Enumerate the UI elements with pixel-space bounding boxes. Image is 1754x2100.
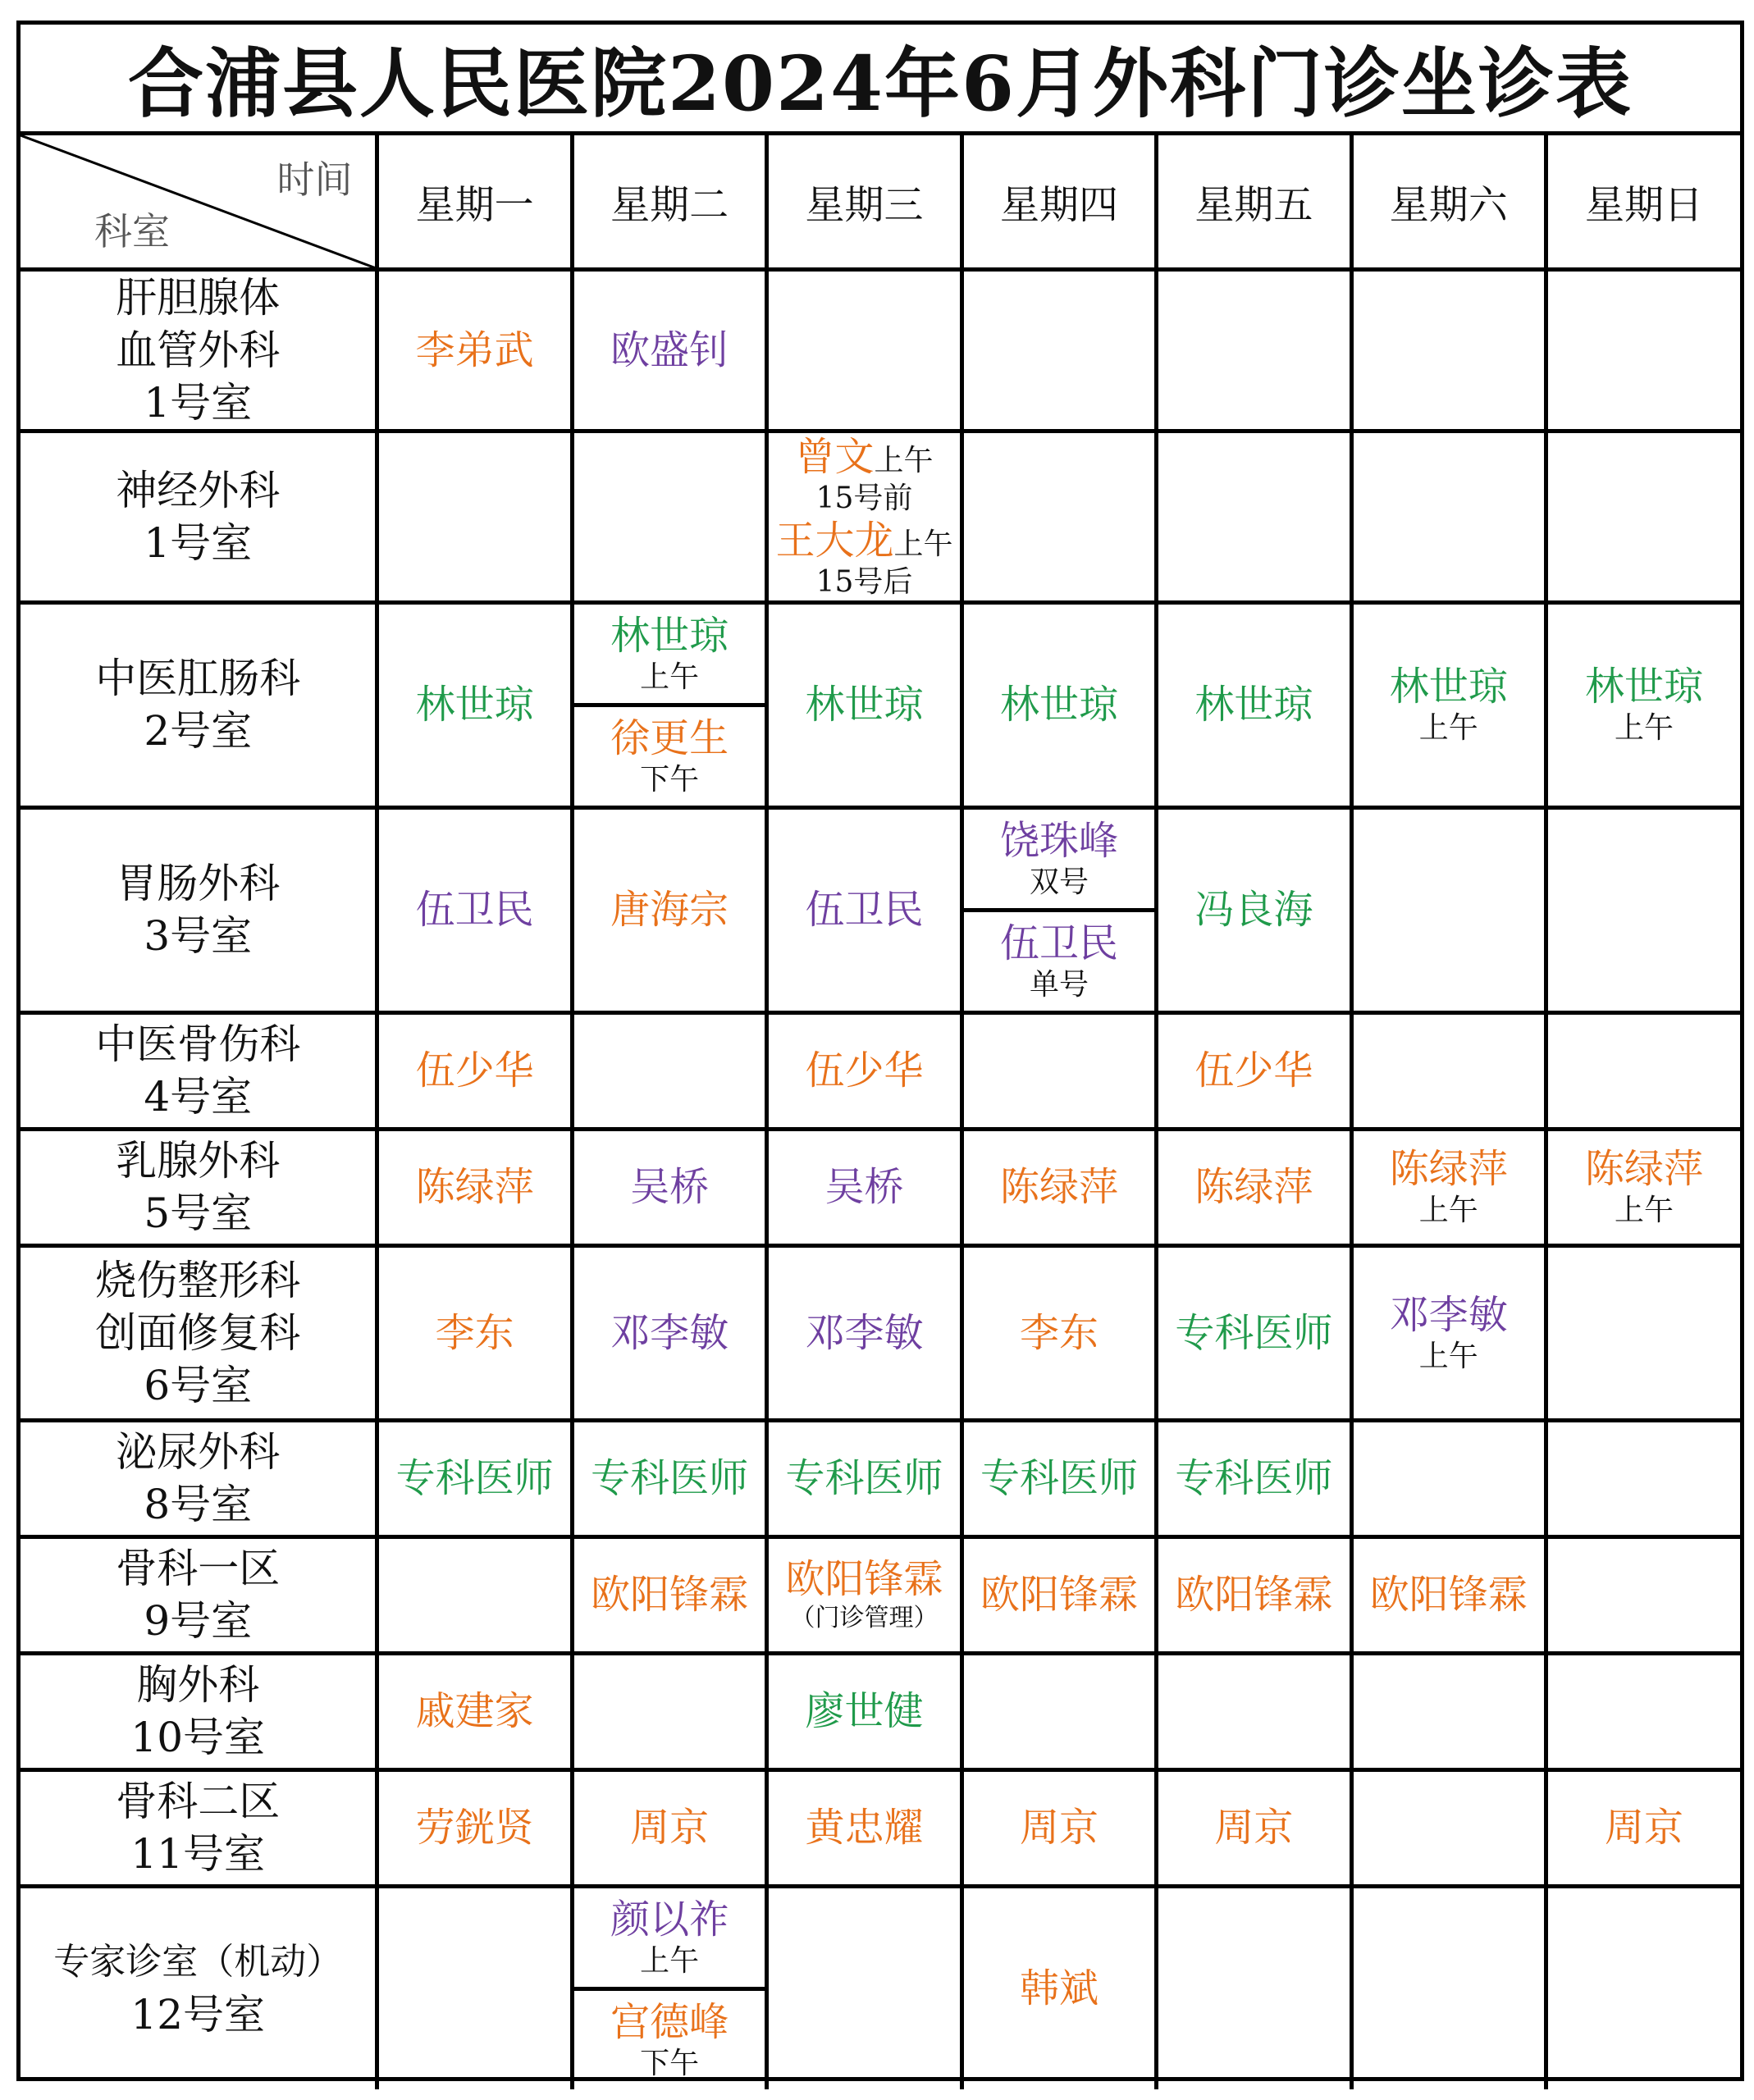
schedule-cell [767, 1129, 962, 1245]
doctor-name: 林世琼 [805, 682, 924, 728]
schedule-cell [1157, 602, 1351, 807]
day-header: 星期三 [767, 135, 962, 269]
doctor-name: 伍卫民 [805, 887, 924, 933]
doctor-name: 周京 [630, 1805, 710, 1851]
schedule-cell [767, 1420, 962, 1536]
dept-cell [21, 1769, 377, 1886]
schedule-cell [1546, 1012, 1740, 1129]
doctor-name: 欧阳锋霖 [1369, 1572, 1528, 1618]
doctor-name: 王大龙 [775, 517, 894, 564]
dept-cell [21, 807, 377, 1012]
session-note: 上午 [1418, 1194, 1478, 1227]
table-row [21, 269, 1740, 431]
schedule-cell [572, 1536, 766, 1653]
schedule-cell [377, 1420, 572, 1536]
schedule-cell [572, 807, 766, 1012]
table-row [21, 1536, 1740, 1653]
schedule-cell [377, 1653, 572, 1769]
schedule-cell [572, 1653, 766, 1769]
schedule-cell [377, 1129, 572, 1245]
schedule-cell [1351, 1536, 1546, 1653]
doctor-name: 林世琼 [1389, 664, 1508, 710]
schedule-cell [1546, 602, 1740, 807]
schedule-cell [572, 1129, 766, 1245]
schedule-cell [1157, 1129, 1351, 1245]
schedule-cell [767, 1769, 962, 1886]
doctor-name: 冯良海 [1194, 887, 1313, 933]
dept-name: 泌尿外科 [116, 1428, 281, 1476]
room-number: 2号室 [144, 707, 253, 755]
doctor-name: 周京 [1214, 1805, 1294, 1851]
schedule-cell [1546, 1769, 1740, 1886]
schedule-cell [1546, 1536, 1740, 1653]
dept-cell [21, 269, 377, 431]
schedule-cell [377, 1536, 572, 1653]
doctor-name: 吴桥 [630, 1164, 710, 1210]
doctor-name: 陈绿萍 [1585, 1146, 1704, 1192]
doctor-name: 陈绿萍 [1194, 1164, 1313, 1210]
schedule-cell [767, 1886, 962, 2089]
room-number: 11号室 [130, 1830, 266, 1878]
day-header: 星期五 [1157, 135, 1351, 269]
dept-name: 胸外科 [136, 1661, 260, 1709]
doctor-name: 邓李敏 [1389, 1291, 1508, 1338]
doctor-name: 韩斌 [1019, 1965, 1099, 2012]
doctor-name: 林世琼 [610, 612, 729, 659]
doctor-name: 林世琼 [1194, 682, 1313, 728]
doctor-name: 陈绿萍 [415, 1164, 534, 1210]
doctor-name: 欧阳锋霖 [1175, 1572, 1333, 1618]
schedule-cell [377, 431, 572, 602]
schedule-cell [1351, 1653, 1546, 1769]
session-note: 上午 [1615, 1194, 1674, 1227]
doctor-name: 黄忠耀 [805, 1805, 924, 1851]
schedule-cell [962, 1420, 1156, 1536]
doctor-name: 专科医师 [395, 1455, 554, 1501]
doctor-name: 专科医师 [1175, 1455, 1333, 1501]
doctor-name: 颜以祚 [610, 1896, 729, 1942]
dept-name: 肝胆腺体 [116, 273, 281, 322]
session-note: 15号后 [815, 564, 913, 599]
schedule-cell [572, 1012, 766, 1129]
doctor-name: 专科医师 [1175, 1309, 1333, 1356]
schedule-cell [1351, 269, 1546, 431]
session-note: 上午 [1418, 1339, 1478, 1373]
schedule-cell [1351, 1129, 1546, 1245]
schedule-cell [1351, 1420, 1546, 1536]
schedule-cell [1351, 1245, 1546, 1420]
day-header: 星期日 [1546, 135, 1740, 269]
schedule-cell [962, 1245, 1156, 1420]
schedule-cell [1157, 1012, 1351, 1129]
day-header: 星期四 [962, 135, 1156, 269]
room-number: 1号室 [144, 518, 253, 567]
table-row [21, 1769, 1740, 1886]
schedule-cell [1157, 1245, 1351, 1420]
doctor-name: 林世琼 [999, 682, 1118, 728]
schedule-cell [1351, 1769, 1546, 1886]
schedule-cell [1546, 431, 1740, 602]
session-note: 上午 [640, 1943, 700, 1978]
schedule-cell [377, 1769, 572, 1886]
schedule-cell-split [572, 602, 766, 807]
room-number: 10号室 [130, 1714, 266, 1761]
schedule-cell [767, 807, 962, 1012]
doctor-name: 伍少华 [1194, 1048, 1313, 1093]
schedule-cell [767, 431, 962, 602]
session-note: 下午 [640, 2046, 700, 2080]
session-note: 上午 [1615, 711, 1674, 745]
doctor-name: 周京 [1019, 1805, 1099, 1851]
schedule-cell [572, 1420, 766, 1536]
schedule-cell [1546, 1653, 1740, 1769]
dept-name: 骨科一区 [116, 1545, 281, 1592]
room-number: 6号室 [144, 1361, 253, 1409]
doctor-name: 伍卫民 [415, 887, 534, 933]
day-header: 星期六 [1351, 135, 1546, 269]
header-row [21, 135, 1740, 269]
table-row [21, 1886, 1740, 2089]
dept-name: 乳腺外科 [116, 1137, 281, 1185]
table-row [21, 1420, 1740, 1536]
table-row [21, 602, 1740, 807]
schedule-cell [572, 431, 766, 602]
room-number: 4号室 [144, 1073, 253, 1121]
schedule-cell [962, 1129, 1156, 1245]
dept-cell [21, 1012, 377, 1129]
schedule-cell [1351, 431, 1546, 602]
doctor-name: 专科医师 [785, 1455, 943, 1501]
session-note: 上午 [874, 443, 934, 477]
dept-name: 创面修复科 [95, 1308, 301, 1357]
dept-name: 血管外科 [116, 326, 281, 374]
schedule-cell [767, 1653, 962, 1769]
table-row [21, 1012, 1740, 1129]
doctor-name: 邓李敏 [610, 1309, 729, 1356]
schedule-cell [962, 1653, 1156, 1769]
doctor-name: 陈绿萍 [1389, 1146, 1508, 1192]
schedule-cell [1157, 1536, 1351, 1653]
table-row [21, 431, 1740, 602]
day-header: 星期二 [572, 135, 766, 269]
schedule-table [21, 135, 1740, 2089]
session-note: 双号 [1029, 865, 1089, 899]
schedule-cell [962, 269, 1156, 431]
doctor-name: 劳銧贤 [415, 1805, 534, 1851]
schedule-cell-split [572, 1886, 766, 2089]
dept-cell [21, 1129, 377, 1245]
room-number: 12号室 [130, 1991, 266, 2039]
doctor-name: 专科医师 [980, 1455, 1138, 1501]
dept-name: 中医骨伤科 [95, 1020, 301, 1068]
doctor-name: 吴桥 [824, 1164, 904, 1210]
doctor-name: 欧阳锋霖 [785, 1556, 943, 1602]
session-note: 下午 [640, 762, 700, 797]
day-header: 星期一 [377, 135, 572, 269]
schedule-cell [1351, 1886, 1546, 2089]
doctor-name: 李东 [1019, 1309, 1099, 1356]
schedule-cell [1351, 807, 1546, 1012]
schedule-cell [1157, 1653, 1351, 1769]
schedule-cell [377, 1012, 572, 1129]
schedule-cell [962, 602, 1156, 807]
doctor-name: 戚建家 [415, 1688, 534, 1734]
dept-name: 骨科二区 [116, 1778, 281, 1825]
doctor-name: 陈绿萍 [999, 1164, 1118, 1210]
doctor-name: 李弟武 [415, 326, 534, 373]
schedule-cell [1546, 807, 1740, 1012]
corner-time-label: 时间 [276, 158, 353, 202]
dept-name: 神经外科 [116, 466, 281, 514]
schedule-cell [1157, 431, 1351, 602]
room-number: 3号室 [144, 912, 253, 960]
schedule-cell [1157, 269, 1351, 431]
room-number: 9号室 [144, 1597, 253, 1645]
corner-dept-label: 科室 [94, 208, 170, 253]
table-row [21, 1245, 1740, 1420]
schedule-cell [1157, 1420, 1351, 1536]
schedule-cell [962, 1769, 1156, 1886]
doctor-name: 欧阳锋霖 [591, 1572, 749, 1618]
schedule-cell [962, 1536, 1156, 1653]
session-note: 单号 [1029, 967, 1089, 1002]
dept-cell [21, 1653, 377, 1769]
schedule-cell [1546, 1886, 1740, 2089]
schedule-cell [1351, 1012, 1546, 1129]
doctor-name: 邓李敏 [805, 1309, 924, 1356]
doctor-name: 徐更生 [610, 714, 729, 761]
schedule-cell [377, 602, 572, 807]
doctor-name: 曾文 [795, 433, 875, 480]
schedule-cell [1546, 1420, 1740, 1536]
schedule-cell [962, 431, 1156, 602]
schedule-sheet [16, 21, 1744, 2081]
doctor-name: 周京 [1605, 1805, 1684, 1851]
schedule-cell-split [962, 807, 1156, 1012]
schedule-cell [767, 1012, 962, 1129]
doctor-name: 欧阳锋霖 [980, 1572, 1138, 1618]
schedule-cell [962, 1012, 1156, 1129]
table-row [21, 807, 1740, 1012]
doctor-name: 林世琼 [415, 682, 534, 728]
dept-cell [21, 1245, 377, 1420]
doctor-name: 廖世健 [805, 1688, 924, 1734]
schedule-cell [377, 269, 572, 431]
doctor-name: 伍卫民 [999, 920, 1118, 966]
schedule-cell [1546, 269, 1740, 431]
corner-cell [21, 135, 377, 269]
doctor-name: 专科医师 [591, 1455, 749, 1501]
schedule-cell [767, 269, 962, 431]
schedule-cell [1546, 1129, 1740, 1245]
schedule-cell [377, 1886, 572, 2089]
session-note: 上午 [893, 527, 953, 561]
doctor-name: 饶珠峰 [999, 817, 1118, 864]
room-number: 5号室 [144, 1189, 253, 1237]
session-note: 15号前 [815, 481, 913, 515]
table-row [21, 1129, 1740, 1245]
dept-name: 中医肛肠科 [95, 655, 301, 702]
schedule-cell [572, 1245, 766, 1420]
doctor-name: 林世琼 [1585, 664, 1704, 710]
dept-cell [21, 1536, 377, 1653]
schedule-cell [767, 1245, 962, 1420]
doctor-name: 李东 [435, 1309, 514, 1356]
session-note: 上午 [1418, 711, 1478, 745]
schedule-cell [1157, 1886, 1351, 2089]
room-number: 8号室 [144, 1481, 253, 1528]
schedule-cell [962, 1886, 1156, 2089]
schedule-cell [1157, 1769, 1351, 1886]
doctor-name: 伍少华 [415, 1048, 534, 1093]
table-row [21, 1653, 1740, 1769]
schedule-cell [767, 1536, 962, 1653]
room-number: 1号室 [144, 378, 253, 427]
session-note: 上午 [640, 660, 700, 694]
schedule-cell [572, 269, 766, 431]
dept-name: 专家诊室（机动） [53, 1941, 343, 1984]
dept-cell [21, 1420, 377, 1536]
schedule-cell [1157, 807, 1351, 1012]
schedule-cell [1546, 1245, 1740, 1420]
dept-cell [21, 431, 377, 602]
dept-cell [21, 1886, 377, 2089]
doctor-name: 宫德峰 [610, 1998, 729, 2045]
doctor-name: 伍少华 [805, 1048, 924, 1093]
dept-cell [21, 602, 377, 807]
schedule-cell [1351, 602, 1546, 807]
schedule-cell [572, 1769, 766, 1886]
page-title: 合浦县人民医院2024年6月外科门诊坐诊表 [21, 25, 1740, 135]
doctor-name: 唐海宗 [610, 887, 729, 933]
schedule-cell [377, 1245, 572, 1420]
dept-name: 烧伤整形科 [95, 1256, 301, 1304]
schedule-cell [767, 602, 962, 807]
doctor-name: 欧盛钊 [610, 326, 729, 373]
schedule-cell [377, 807, 572, 1012]
session-note: （门诊管理） [790, 1604, 939, 1632]
dept-name: 胃肠外科 [116, 860, 281, 907]
